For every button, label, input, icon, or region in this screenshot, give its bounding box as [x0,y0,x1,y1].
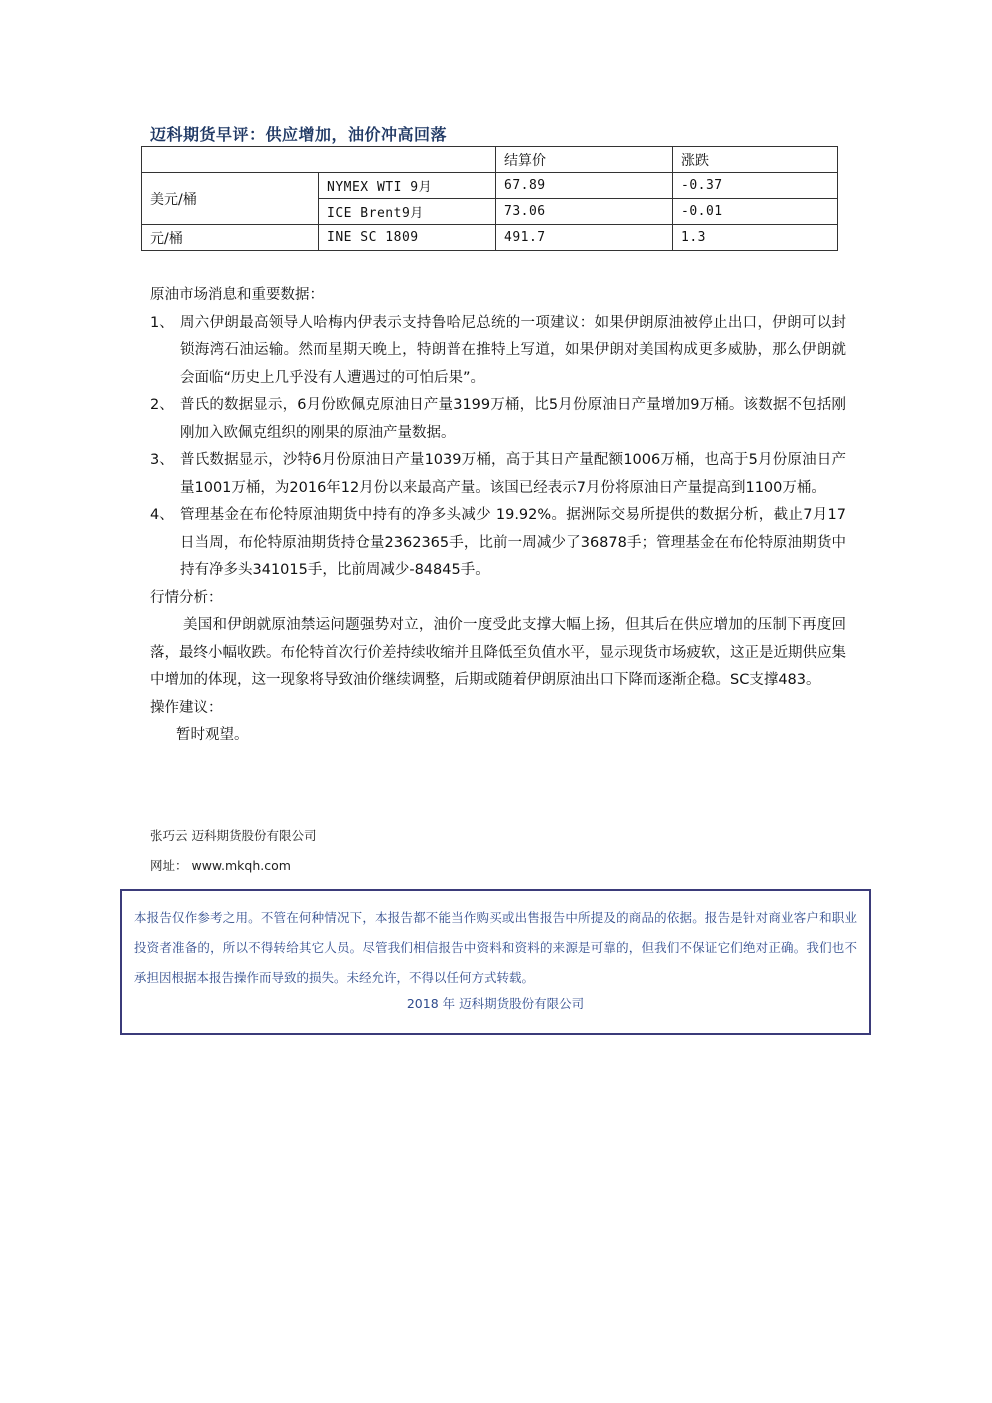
change-cell: -0.37 [673,173,838,199]
price-table [141,146,838,251]
report-body [150,282,846,750]
item-text: 普氏数据显示，沙特6月份原油日产量1039万桶，高于其日产量配额1006万桶，也高于5月份原油日产量1001万桶，为2016年12月份以来最高产量。该国已经表示7月份将原油日产量提高到1100万桶。 [180,452,846,496]
disclaimer-box [120,889,871,1035]
table-header-blank [142,147,496,173]
item-text: 管理基金在布伦特原油期货中持有的净多头减少 19.92%。据洲际交易所提供的数据分析，截止7月17日当周，布伦特原油期货持仓量2362365手，比前一周减少了36878手；管理基金在布伦特原油期货中持有净多头341015手，比前周减少-84845手。 [180,507,846,578]
list-item [150,310,846,393]
item-number: 3、 [150,452,174,468]
list-item [150,447,846,502]
report-title: 迈科期货早评：供应增加，油价冲高回落 [150,125,448,144]
table-header-change: 涨跌 [673,147,838,173]
table-row [142,173,838,199]
item-text: 普氏的数据显示，6月份欧佩克原油日产量3199万桶，比5月份原油日产量增加9万桶。该数据不包括刚刚加入欧佩克组织的刚果的原油产量数据。 [180,397,846,441]
analysis-heading: 行情分析： [150,589,223,606]
advice-heading: 操作建议： [150,699,223,716]
website-line: 网址： www.mkqh.com [150,858,291,873]
advice-text: 暂时观望。 [176,727,249,743]
item-text: 周六伊朗最高领导人哈梅内伊表示支持鲁哈尼总统的一项建议：如果伊朗原油被停止出口，伊朗可以封锁海湾石油运输。然而星期天晚上，特朗普在推特上写道，如果伊朗对美国构成更多威胁，那么伊朗就会面临“历史上几乎没有人遭遇过的可怕后果”。 [180,314,846,386]
table-header-row [142,147,838,173]
table-row [142,225,838,251]
change-cell: -0.01 [673,199,838,225]
unit-cell: 元/桶 [142,225,319,251]
settle-cell: 491.7 [496,225,673,251]
analysis-text: 美国和伊朗就原油禁运问题强势对立，油价一度受此支撑大幅上扬，但其后在供应增加的压制下再度回落，最终小幅收跌。布伦特首次行价差持续收缩并且降低至负值水平，显示现货市场疲软，这正是近期供应集中增加的体现，这一现象将导致油价继续调整，后期或随着伊朗原油出口下降而逐渐企稳。SC支撑483。 [150,617,846,688]
table-header-settle: 结算价 [496,147,673,173]
list-item [150,392,846,447]
news-heading: 原油市场消息和重要数据： [150,287,324,303]
list-item [150,502,846,585]
item-number: 4、 [150,507,174,523]
change-cell: 1.3 [673,225,838,251]
contract-cell: INE SC 1809 [319,225,496,251]
settle-cell: 73.06 [496,199,673,225]
copyright-text: 2018 年 迈科期货股份有限公司 [406,996,585,1011]
unit-cell: 美元/桶 [142,173,319,225]
item-number: 2、 [150,397,174,413]
contract-cell: NYMEX WTI 9月 [319,173,496,199]
disclaimer-text: 本报告仅作参考之用。不管在何种情况下，本报告都不能当作购买或出售报告中所提及的商品的依据。报告是针对商业客户和职业投资者准备的，所以不得转给其它人员。尽管我们相信报告中资料和资料的来源是可靠的，但我们不保证它们绝对正确。我们也不承担因根据本报告操作而导致的损失。未经允许，不得以任何方式转载。 [134,910,857,985]
author-line: 张巧云 迈科期货股份有限公司 [150,828,317,843]
settle-cell: 67.89 [496,173,673,199]
contract-cell: ICE Brent9月 [319,199,496,225]
item-number: 1、 [150,314,174,331]
